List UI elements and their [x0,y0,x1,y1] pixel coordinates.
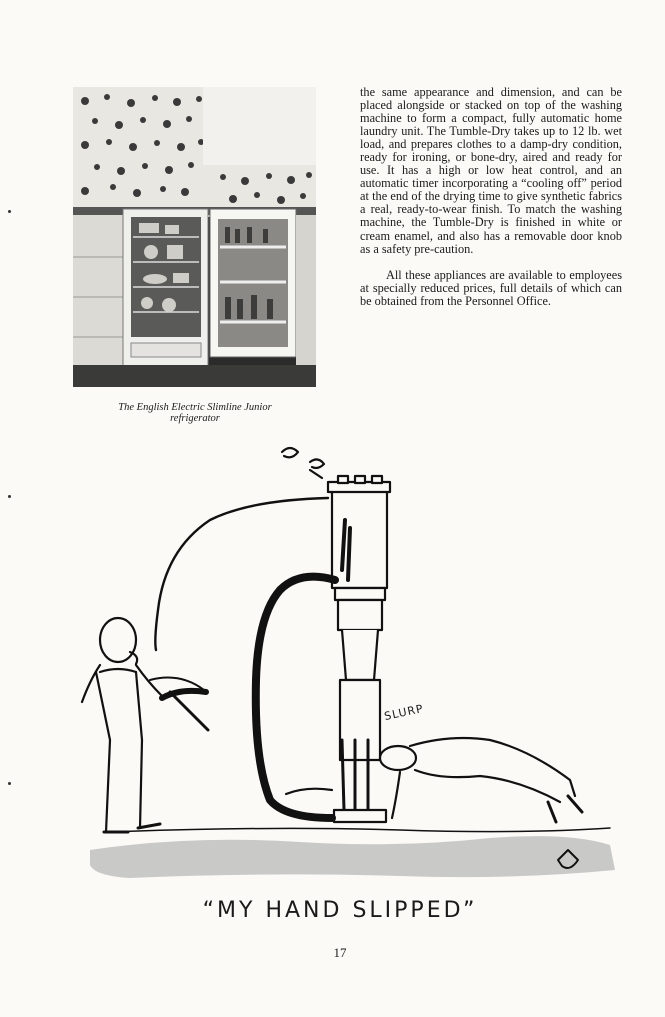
print-speck [8,495,11,498]
caption-line-1: The English Electric Slimline Junior [118,402,272,413]
page-number: 17 [333,945,347,960]
cartoon-title: “MY HAND SLIPPED” [202,898,478,923]
article-paragraph-1: the same appearance and dimension, and can be placed alongside or stacked on top of the washing machine to form a compact, fully automatic home laundry unit. The Tumble-Dry takes up to 12 lb. wet load, and prepares clothes to a damp-dry condition, ready for ironing, or bone-dry, aired and ready for use. It has a high or low heat control, and an automatic timer incorporating a “cooling off” period at the end of the drying time to give synthetic fabrics a real, ready-to-wear finish. To match the washing machine, the Tumble-Dry is finished in white or cream enamel, and also has a removable door knob as a safety pre-caution. [360,85,622,256]
caption-line-2: refrigerator [170,413,220,424]
refrigerator-photo [73,87,316,387]
print-speck [8,782,11,785]
photo-caption [60,402,330,424]
print-speck [8,210,11,213]
article-text [360,86,622,308]
article-paragraph-2: All these appliances are available to employees at specially reduced prices, full details of which can be obtained from the Personnel Office. [360,267,622,308]
sound-effect-text: SLURP [383,701,425,724]
cartoon-illustration [70,440,630,900]
